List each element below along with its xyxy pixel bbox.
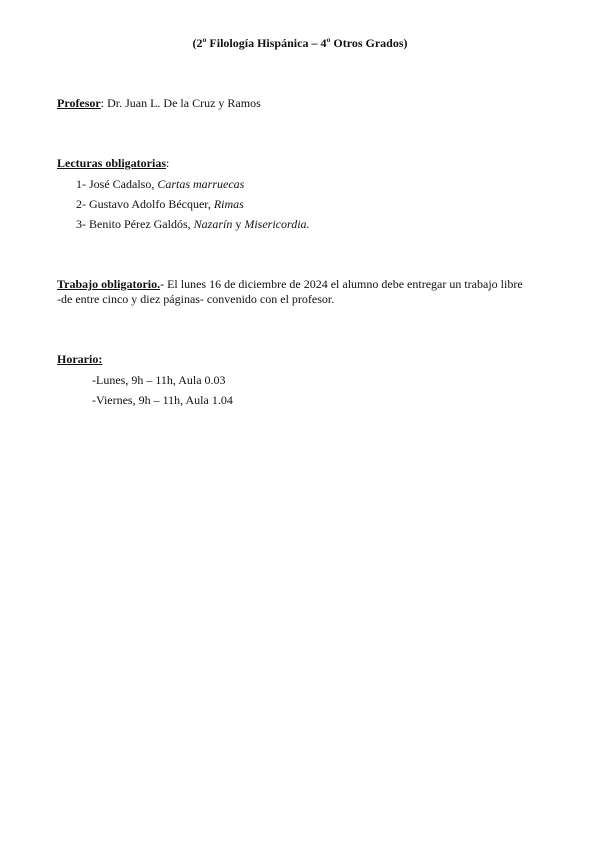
lectura-author: 3- Benito Pérez Galdós, (76, 217, 194, 231)
trabajo-line-1 (57, 277, 523, 291)
lectura-item (76, 217, 310, 231)
horario-label: Horario: (57, 352, 103, 366)
horario-item: -Viernes, 9h – 11h, Aula 1.04 (92, 393, 233, 407)
lectura-item (76, 177, 244, 191)
page-title: (2º Filología Hispánica – 4º Otros Grados) (192, 36, 408, 50)
trabajo-line-2: -de entre cinco y diez páginas- convenido con el profesor. (57, 292, 335, 306)
lectura-work: Misericordia. (244, 217, 310, 231)
trabajo-label: Trabajo obligatorio. (57, 277, 161, 291)
lectura-item (76, 197, 244, 211)
lectura-join: y (232, 217, 245, 231)
lecturas-label: Lecturas obligatorias (57, 156, 166, 170)
profesor-label: Profesor (57, 96, 101, 110)
lectura-work: Nazarín (193, 217, 233, 231)
lectura-work: Cartas marruecas (157, 177, 245, 191)
lectura-author: 1- José Cadalso, (76, 177, 158, 191)
lecturas-heading (57, 156, 169, 170)
profesor-line (57, 96, 261, 110)
trabajo-text: - El lunes 16 de diciembre de 2024 el alumno debe entregar un trabajo libre (160, 277, 523, 291)
profesor-separator: : (100, 96, 108, 110)
horario-item: -Lunes, 9h – 11h, Aula 0.03 (92, 373, 226, 387)
lecturas-colon: : (166, 156, 170, 170)
lectura-work: Rimas (213, 197, 244, 211)
profesor-name: Dr. Juan L. De la Cruz y Ramos (107, 96, 261, 110)
lectura-author: 2- Gustavo Adolfo Bécquer, (76, 197, 214, 211)
